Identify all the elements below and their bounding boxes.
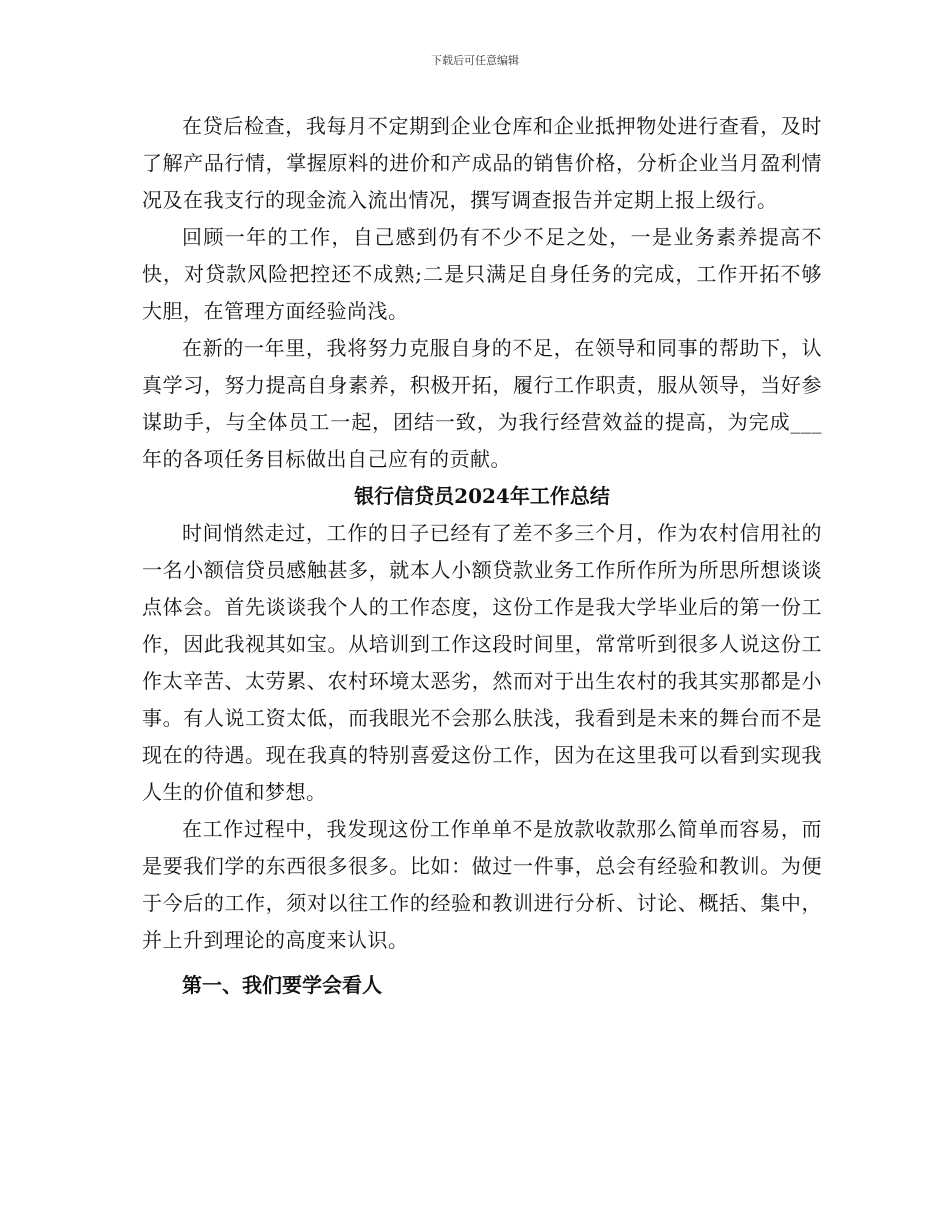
paragraph-post-loan-inspection: 在贷后检查，我每月不定期到企业仓库和企业抵押物处进行查看，及时了解产品行情，掌握原料的进价和产成品的销售价格，分析企业当月盈利情况及在我支行的现金流入流出情况，撰写调查报告并定期上报上级行。 xyxy=(142,114,822,212)
paragraph-review-shortcomings: 回顾一年的工作，自己感到仍有不少不足之处，一是业务素养提高不快，对贷款风险把控还不成熟;二是只满足自身任务的完成，工作开拓不够大胆，在管理方面经验尚浅。 xyxy=(142,225,822,323)
page-header-note: 下载后可任意编辑 xyxy=(431,54,519,67)
paragraph-work-attitude: 时间悄然走过，工作的日子已经有了差不多三个月，作为农村信用社的一名小额信贷员感触甚多，就本人小额贷款业务工作所作所为所思所想谈谈点体会。首先谈谈我个人的工作态度，这份工作是我大学毕业后的第一份工作，因此我视其如宝。从培训到工作这段时间里，常常听到很多人说这份工作太辛苦、太劳累、农村环境太恶劣，然而对于出生农村的我其实那都是小事。有人说工资太低，而我眼光不会那么肤浅，我看到是未来的舞台而不是现在的待遇。现在我真的特别喜爱这份工作，因为在这里我可以看到实现我人生的价值和梦想。 xyxy=(142,521,822,804)
paragraph-new-year-plans: 在新的一年里，我将努力克服自身的不足，在领导和同事的帮助下，认真学习，努力提高自身素养，积极开拓，履行工作职责，服从领导，当好参谋助手，与全体员工一起，团结一致，为我行经营效益的提高，为完成___年的各项任务目标做出自己应有的贡献。 xyxy=(142,336,822,471)
subheading-learn-to-judge-people: 第一、我们要学会看人 xyxy=(182,973,382,997)
document-body xyxy=(142,108,822,1004)
paragraph-work-process: 在工作过程中，我发现这份工作单单不是放款收款那么简单而容易，而是要我们学的东西很多很多。比如：做过一件事，总会有经验和教训。为便于今后的工作，须对以往工作的经验和教训进行分析、讨论、概括、集中，并上升到理论的高度来认识。 xyxy=(142,817,822,952)
section-title: 银行信贷员2024年工作总结 xyxy=(354,484,610,508)
